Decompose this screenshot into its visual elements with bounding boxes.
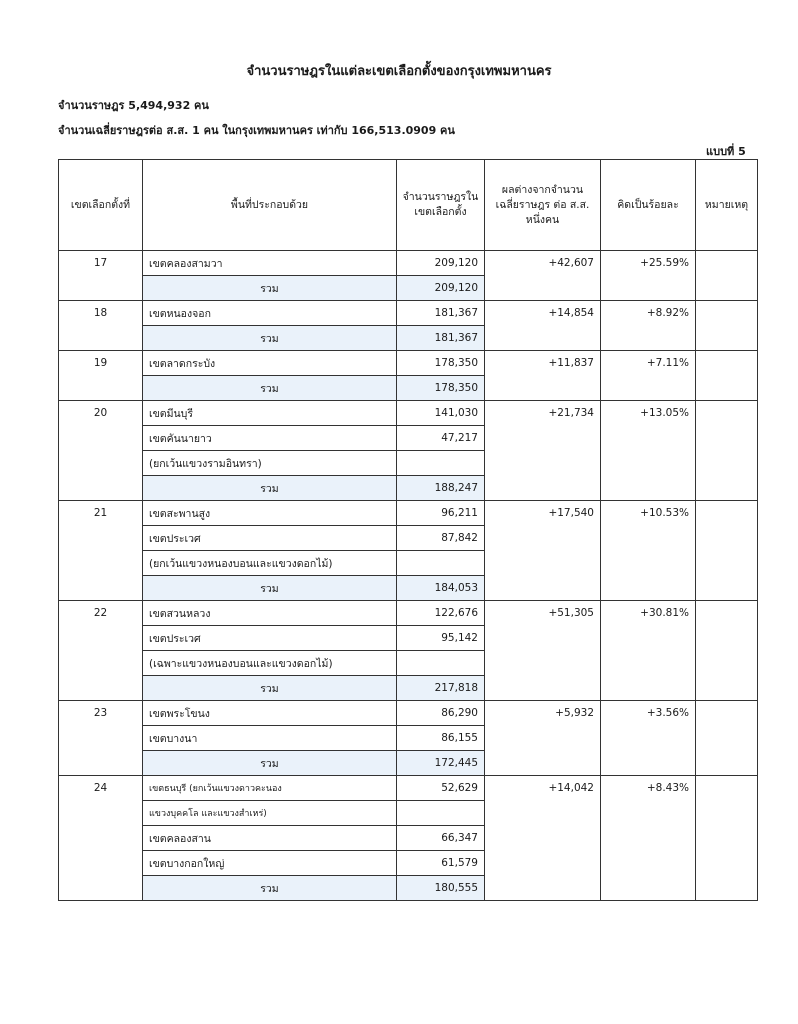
- total-label: รวม: [143, 876, 397, 901]
- table-header-row: [59, 160, 758, 251]
- remark-cell: [696, 701, 758, 776]
- area-population: 209,120: [397, 251, 485, 276]
- header-population: จำนวนราษฎรในเขตเลือกตั้ง: [397, 160, 485, 251]
- district-number: 23: [59, 701, 143, 776]
- remark-cell: [696, 776, 758, 901]
- area-population: 66,347: [397, 826, 485, 851]
- area-population: 86,290: [397, 701, 485, 726]
- percent-value: +8.92%: [601, 301, 696, 351]
- area-name: เขตประเวศ: [143, 526, 397, 551]
- area-name: เขตหนองจอก: [143, 301, 397, 326]
- percent-value: +13.05%: [601, 401, 696, 501]
- table-row: [59, 501, 758, 526]
- area-population: [397, 651, 485, 676]
- total-population: จำนวนราษฎร 5,494,932 คน: [58, 99, 209, 112]
- difference-value: +21,734: [485, 401, 601, 501]
- difference-value: +17,540: [485, 501, 601, 601]
- table-row: [59, 301, 758, 326]
- table-row: [59, 701, 758, 726]
- total-label: รวม: [143, 326, 397, 351]
- area-name: เขตบางนา: [143, 726, 397, 751]
- area-population: 141,030: [397, 401, 485, 426]
- header-remark: หมายเหตุ: [696, 160, 758, 251]
- area-name: เขตธนบุรี (ยกเว้นแขวงดาวคะนอง: [143, 776, 397, 801]
- total-population: 188,247: [397, 476, 485, 501]
- area-name: เขตมีนบุรี: [143, 401, 397, 426]
- total-population: 184,053: [397, 576, 485, 601]
- remark-cell: [696, 601, 758, 701]
- remark-cell: [696, 301, 758, 351]
- area-name: (เฉพาะแขวงหนองบอนและแขวงดอกไม้): [143, 651, 397, 676]
- district-number: 18: [59, 301, 143, 351]
- form-number: แบบที่ 5: [706, 145, 746, 158]
- area-name: เขตสะพานสูง: [143, 501, 397, 526]
- area-name: เขตประเวศ: [143, 626, 397, 651]
- difference-value: +11,837: [485, 351, 601, 401]
- district-number: 17: [59, 251, 143, 301]
- percent-value: +3.56%: [601, 701, 696, 776]
- table-row: [59, 776, 758, 801]
- area-name: เขตพระโขนง: [143, 701, 397, 726]
- district-number: 24: [59, 776, 143, 901]
- area-population: 178,350: [397, 351, 485, 376]
- district-number: 21: [59, 501, 143, 601]
- remark-cell: [696, 401, 758, 501]
- header-difference: ผลต่างจากจำนวนเฉลี่ยราษฎร ต่อ ส.ส. หนึ่งคน: [485, 160, 601, 251]
- remark-cell: [696, 351, 758, 401]
- table-row: [59, 351, 758, 376]
- area-name: เขตคันนายาว: [143, 426, 397, 451]
- difference-value: +42,607: [485, 251, 601, 301]
- total-label: รวม: [143, 476, 397, 501]
- difference-value: +14,042: [485, 776, 601, 901]
- average-population-per-mp: จำนวนเฉลี่ยราษฎรต่อ ส.ส. 1 คน ในกรุงเทพมหานคร เท่ากับ 166,513.0909 คน: [58, 124, 455, 137]
- difference-value: +5,932: [485, 701, 601, 776]
- percent-value: +30.81%: [601, 601, 696, 701]
- area-name: เขตคลองสาน: [143, 826, 397, 851]
- total-population: 178,350: [397, 376, 485, 401]
- table-row: [59, 401, 758, 426]
- table-row: [59, 251, 758, 276]
- total-label: รวม: [143, 676, 397, 701]
- difference-value: +51,305: [485, 601, 601, 701]
- area-population: 181,367: [397, 301, 485, 326]
- total-population: 172,445: [397, 751, 485, 776]
- area-population: 61,579: [397, 851, 485, 876]
- total-population: 217,818: [397, 676, 485, 701]
- area-population: [397, 451, 485, 476]
- area-population: 86,155: [397, 726, 485, 751]
- area-population: 52,629: [397, 776, 485, 801]
- table-row: [59, 601, 758, 626]
- area-name: (ยกเว้นแขวงรามอินทรา): [143, 451, 397, 476]
- area-population: [397, 551, 485, 576]
- area-population: 47,217: [397, 426, 485, 451]
- remark-cell: [696, 251, 758, 301]
- percent-value: +7.11%: [601, 351, 696, 401]
- total-label: รวม: [143, 751, 397, 776]
- total-label: รวม: [143, 376, 397, 401]
- area-name: (ยกเว้นแขวงหนองบอนและแขวงดอกไม้): [143, 551, 397, 576]
- percent-value: +10.53%: [601, 501, 696, 601]
- header-district: เขตเลือกตั้งที่: [59, 160, 143, 251]
- area-name: แขวงบุคคโล และแขวงสำเหร่): [143, 801, 397, 826]
- total-population: 181,367: [397, 326, 485, 351]
- difference-value: +14,854: [485, 301, 601, 351]
- area-population: 122,676: [397, 601, 485, 626]
- area-name: เขตลาดกระบัง: [143, 351, 397, 376]
- area-name: เขตบางกอกใหญ่: [143, 851, 397, 876]
- area-name: เขตสวนหลวง: [143, 601, 397, 626]
- district-number: 19: [59, 351, 143, 401]
- area-population: 96,211: [397, 501, 485, 526]
- total-label: รวม: [143, 276, 397, 301]
- percent-value: +8.43%: [601, 776, 696, 901]
- area-population: [397, 801, 485, 826]
- area-population: 87,842: [397, 526, 485, 551]
- district-table: [58, 159, 758, 901]
- remark-cell: [696, 501, 758, 601]
- percent-value: +25.59%: [601, 251, 696, 301]
- area-population: 95,142: [397, 626, 485, 651]
- header-area: พื้นที่ประกอบด้วย: [143, 160, 397, 251]
- total-population: 180,555: [397, 876, 485, 901]
- total-population: 209,120: [397, 276, 485, 301]
- header-percent: คิดเป็นร้อยละ: [601, 160, 696, 251]
- area-name: เขตคลองสามวา: [143, 251, 397, 276]
- district-number: 20: [59, 401, 143, 501]
- document-title: จำนวนราษฎรในแต่ละเขตเลือกตั้งของกรุงเทพมหานคร: [246, 64, 552, 79]
- total-label: รวม: [143, 576, 397, 601]
- district-number: 22: [59, 601, 143, 701]
